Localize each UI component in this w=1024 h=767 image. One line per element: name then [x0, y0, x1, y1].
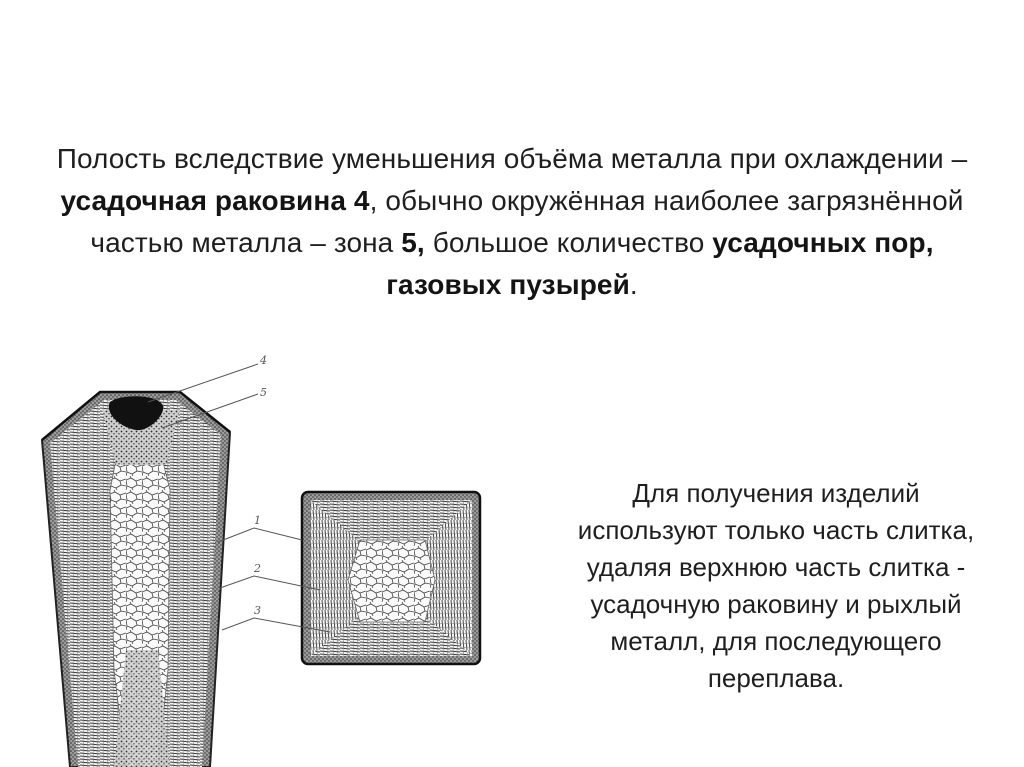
zone-5-term: 5, — [401, 227, 425, 258]
ingot-cross-section — [302, 492, 480, 664]
main-paragraph-part-2: , обычно окружённая наиболее загрязнённой частью металла – зона — [90, 185, 964, 258]
side-paragraph: Для получения изделий используют только часть слитка, удаляя верхнюю часть слитка - усадочную раковину и рыхлый металл, для последующего переплава. — [577, 478, 975, 693]
callout-label-3: 3 — [254, 604, 261, 617]
pores-bubbles-term: усадочных пор, газовых пузырей — [386, 227, 934, 300]
main-paragraph-part-4: . — [629, 269, 638, 300]
callout-label-2: 2 — [254, 562, 261, 575]
ingot-longitudinal-section — [42, 392, 230, 767]
callout-label-5: 5 — [260, 386, 267, 399]
main-paragraph-part-3: большое количество — [424, 227, 713, 258]
ingot-structure-figure — [30, 350, 550, 767]
callout-label-4: 4 — [260, 354, 267, 367]
main-paragraph — [40, 138, 984, 306]
main-paragraph-part-1: Полость вследствие уменьшения объёма металла при охлаждении – — [56, 143, 968, 174]
shrinkage-cavity-term: усадочная раковина 4 — [60, 185, 370, 216]
callout-label-1: 1 — [254, 514, 261, 527]
